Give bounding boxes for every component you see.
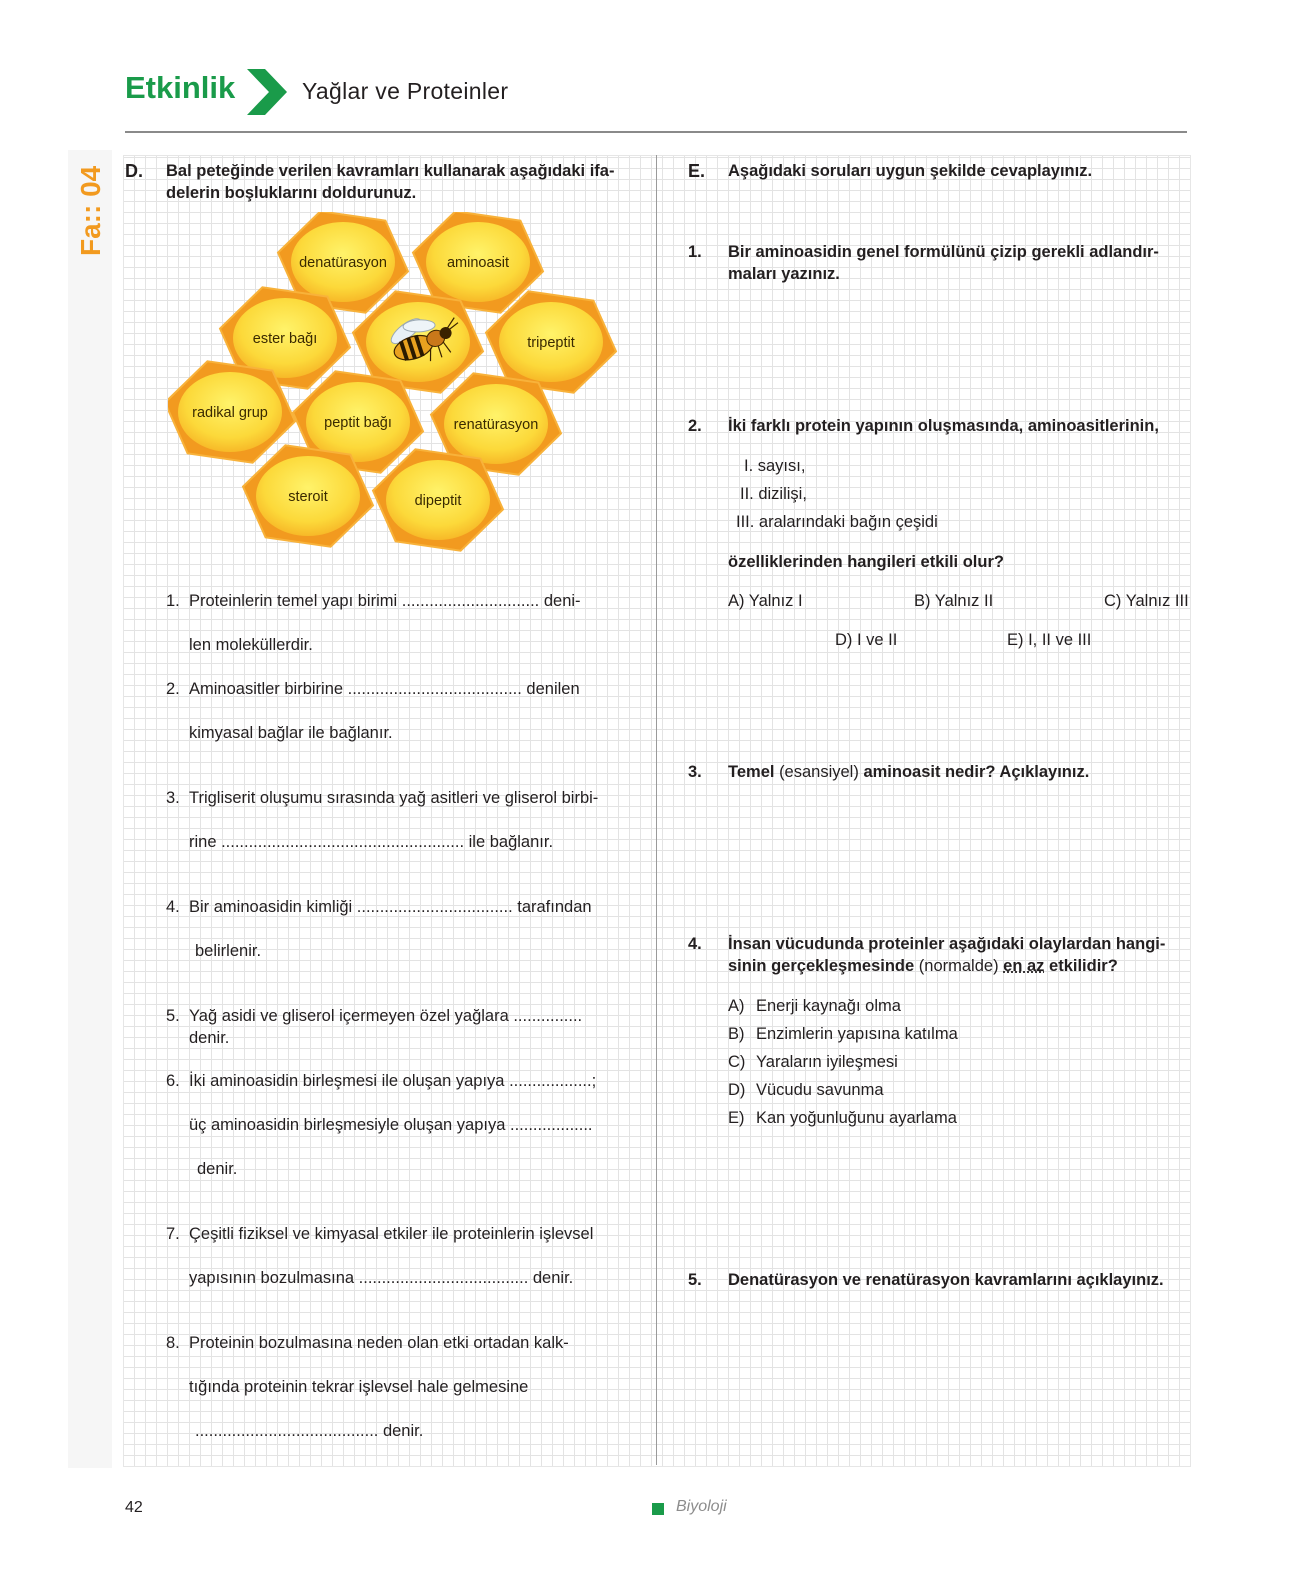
honeycomb-label: aminoasit	[446, 255, 510, 271]
e-q3-pre: Temel	[728, 763, 775, 781]
d-item-5-line-2: denir.	[189, 1029, 230, 1047]
e-q5-text: Denatürasyon ve renatürasyon kavramlarını açıklayınız.	[728, 1271, 1164, 1289]
e-q1-line1: Bir aminoasidin genel formülünü çizip gerekli adlandır-	[728, 243, 1159, 261]
e-q4-l2-post: etkilidir?	[1049, 957, 1118, 975]
d-item-6-line-2: üç aminoasidin birleşmesiyle oluşan yapıya ..................	[189, 1116, 593, 1134]
e-q4-option-letter[interactable]: D)	[728, 1081, 746, 1099]
d-item-number: 5.	[166, 1007, 180, 1025]
e-q2-roman-1: I. sayısı,	[744, 457, 806, 475]
section-d-letter: D.	[125, 161, 143, 181]
d-item-6-line-1: İki aminoasidin birleşmesi ile oluşan yapıya ..................;	[189, 1072, 597, 1090]
section-e-letter: E.	[688, 161, 706, 181]
subject-label: Biyoloji	[676, 1498, 727, 1515]
e-q4-number: 4.	[688, 935, 702, 953]
sidebar-chapter-label	[72, 160, 108, 260]
honeycomb-label: radikal grup	[192, 405, 268, 421]
d-item-3-line-2: rine ..................................................... ile bağlanır.	[189, 833, 554, 851]
e-q4-option-text[interactable]: Enzimlerin yapısına katılma	[756, 1025, 958, 1043]
d-item-7-line-2: yapısının bozulmasına ..................................... denir.	[189, 1269, 574, 1287]
e-q4-l2-mid: (normalde)	[918, 957, 999, 975]
e-q3-mid: (esansiyel)	[779, 763, 859, 781]
page-title: Yağlar ve Proteinler	[302, 78, 509, 104]
e-q2-question: özelliklerinden hangileri etkili olur?	[728, 553, 1004, 571]
d-item-8-line-2: tığında proteinin tekrar işlevsel hale gelmesine	[189, 1378, 529, 1396]
section-d-instruction-1: Bal peteğinde verilen kavramları kullanarak aşağıdaki ifa-	[166, 162, 615, 180]
e-q4-option-letter[interactable]: C)	[728, 1053, 746, 1071]
d-item-number: 7.	[166, 1225, 180, 1243]
d-item-number: 6.	[166, 1072, 180, 1090]
d-item-6-line-3: denir.	[197, 1160, 238, 1178]
subject-marker-icon	[652, 1503, 664, 1515]
e-q1-line2: maları yazınız.	[728, 265, 840, 283]
svg-text:Fa:: 04: Fa:: 04	[75, 165, 106, 256]
e-q4-option-letter[interactable]: B)	[728, 1025, 745, 1043]
e-q4-line2	[728, 955, 1118, 977]
honeycomb-label: ester bağı	[252, 331, 318, 347]
page-number: 42	[125, 1499, 143, 1516]
d-item-5-line-1: Yağ asidi ve gliserol içermeyen özel yağlara ...............	[189, 1007, 583, 1025]
e-q4-option-text[interactable]: Kan yoğunluğunu ayarlama	[756, 1109, 957, 1127]
honeycomb-label: denatürasyon	[299, 255, 387, 271]
e-q2-roman-2: II. dizilişi,	[740, 485, 807, 503]
d-item-2-line-2: kimyasal bağlar ile bağlanır.	[189, 724, 393, 742]
honeycomb-label: tripeptit	[527, 335, 575, 351]
e-q2-roman-3: III. aralarındaki bağın çeşidi	[736, 513, 938, 531]
d-item-1-line-2: len moleküllerdir.	[189, 636, 313, 654]
d-item-3-line-1: Trigliserit oluşumu sırasında yağ asitleri ve gliserol birbi-	[189, 789, 599, 807]
d-item-1-line-1: Proteinlerin temel yapı birimi .............................. deni-	[189, 592, 581, 610]
d-item-8-line-1: Proteinin bozulmasına neden olan etki ortadan kalk-	[189, 1334, 569, 1352]
e-q4-l2-underline: en az	[1003, 957, 1045, 975]
e-q4-option-text[interactable]: Enerji kaynağı olma	[756, 997, 901, 1015]
d-item-number: 4.	[166, 898, 180, 916]
e-q3-text	[728, 761, 1089, 783]
e-q1-number: 1.	[688, 243, 702, 261]
d-item-4-line-1: Bir aminoasidin kimliği .................................. tarafından	[189, 898, 592, 916]
e-q2-option-d[interactable]: D) I ve II	[835, 631, 898, 649]
d-item-number: 3.	[166, 789, 180, 807]
column-divider	[656, 155, 657, 1465]
e-q2-option-b[interactable]: B) Yalnız II	[914, 592, 994, 610]
e-q4-option-letter[interactable]: A)	[728, 997, 745, 1015]
e-q4-l2-pre: sinin gerçekleşmesinde	[728, 957, 915, 975]
section-d-instruction-2: delerin boşluklarını doldurunuz.	[166, 184, 417, 202]
header-divider	[125, 131, 1187, 133]
e-q2-number: 2.	[688, 417, 702, 435]
e-q4-option-text[interactable]: Yaraların iyileşmesi	[756, 1053, 898, 1071]
e-q5-number: 5.	[688, 1271, 702, 1289]
e-q2-option-a[interactable]: A) Yalnız I	[728, 592, 803, 610]
d-item-2-line-1: Aminoasitler birbirine ...................................... denilen	[189, 680, 580, 698]
d-item-4-line-2: belirlenir.	[195, 942, 262, 960]
honeycomb-label: dipeptit	[414, 493, 462, 509]
e-q2-stem: İki farklı protein yapının oluşmasında, aminoasitlerinin,	[728, 417, 1159, 435]
section-e-instruction: Aşağıdaki soruları uygun şekilde cevaplayınız.	[728, 162, 1093, 180]
d-item-7-line-1: Çeşitli fiziksel ve kimyasal etkiler ile proteinlerin işlevsel	[189, 1225, 594, 1243]
d-item-number: 2.	[166, 680, 180, 698]
chevron-right-icon	[247, 69, 287, 115]
honeycomb-label: peptit bağı	[324, 415, 392, 431]
honeycomb-label: renatürasyon	[453, 417, 539, 433]
etkinlik-label: Etkinlik	[125, 70, 236, 105]
d-item-number: 8.	[166, 1334, 180, 1352]
e-q4-line1: İnsan vücudunda proteinler aşağıdaki olaylardan hangi-	[728, 935, 1166, 953]
honeycomb	[168, 212, 628, 562]
honeycomb-label: steroit	[288, 489, 328, 505]
e-q3-post: aminoasit nedir? Açıklayınız.	[863, 763, 1090, 781]
e-q4-option-text[interactable]: Vücudu savunma	[756, 1081, 884, 1099]
d-item-number: 1.	[166, 592, 180, 610]
e-q2-option-e[interactable]: E) I, II ve III	[1007, 631, 1092, 649]
sidebar-strip	[68, 150, 112, 1468]
e-q4-option-letter[interactable]: E)	[728, 1109, 745, 1127]
e-q3-number: 3.	[688, 763, 702, 781]
e-q2-option-c[interactable]: C) Yalnız III	[1104, 592, 1189, 610]
d-item-8-line-3: ........................................ denir.	[195, 1422, 424, 1440]
